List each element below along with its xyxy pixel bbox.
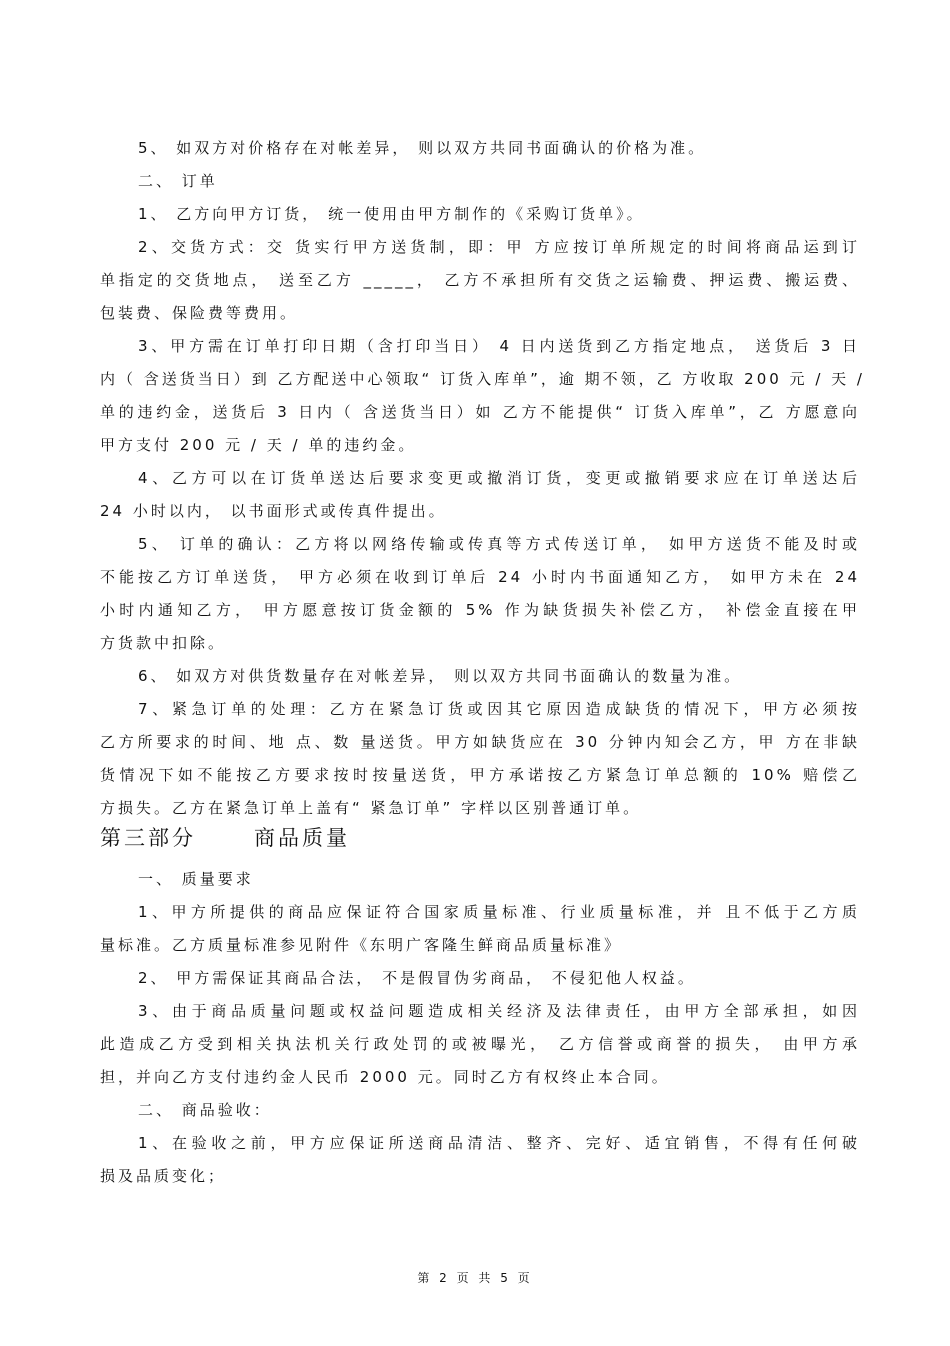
clause-delivery-line2: 单指定的交货地点， 送至乙方 _____， 乙方不承担所有交货之运输费、押运费、搬运费、 bbox=[100, 271, 860, 289]
clause-delivery-time-line2: 内（ 含送货当日）到 乙方配送中心领取“ 订货入库单”，逾 期不领，乙 方收取 200 元 / 天 / bbox=[100, 370, 865, 388]
clause-delivery-line1: 2、交货方式：交 货实行甲方送货制，即：甲 方应按订单所规定的时间将商品运到订 bbox=[138, 238, 860, 256]
page-number-footer: 第 2 页 共 5 页 bbox=[417, 1271, 533, 1285]
clause-legal-goods: 2、 甲方需保证其商品合法， 不是假冒伪劣商品， 不侵犯他人权益。 bbox=[138, 969, 696, 987]
clause-change-order-line1: 4、乙方可以在订货单送达后要求变更或撤消订货，变更或撤销要求应在订单送达后 bbox=[138, 469, 860, 487]
clause-order-confirm-line1: 5、 订单的确认：乙方将以网络传输或传真等方式传送订单， 如甲方送货不能及时或 bbox=[138, 535, 860, 553]
clause-change-order-line2: 24 小时以内， 以书面形式或传真件提出。 bbox=[100, 502, 447, 520]
clause-delivery-time-line4: 甲方支付 200 元 / 天 / 单的违约金。 bbox=[100, 436, 417, 454]
clause-liability-line1: 3、由于商品质量问题或权益问题造成相关经济及法律责任，由甲方全部承担，如因 bbox=[138, 1002, 860, 1020]
section-inspection-title: 二、 商品验收： bbox=[138, 1101, 272, 1119]
clause-delivery-time-line3: 单的违约金，送货后 3 日内（ 含送货当日）如 乙方不能提供“ 订货入库单”，乙 方愿意向 bbox=[100, 403, 860, 421]
clause-quality-standard-line2: 量标准。乙方质量标准参见附件《东明广客隆生鲜商品质量标准》 bbox=[100, 936, 623, 954]
clause-urgent-order-line3: 货情况下如不能按乙方要求按时按量送货，甲方承诺按乙方紧急订单总额的 10% 赔偿乙 bbox=[100, 766, 860, 784]
section-quality-requirements-title: 一、 质量要求 bbox=[138, 870, 254, 888]
clause-quantity-reconcile: 6、 如双方对供货数量存在对帐差异， 则以双方共同书面确认的数量为准。 bbox=[138, 667, 743, 685]
clause-urgent-order-line1: 7、紧急订单的处理：乙方在紧急订货或因其它原因造成缺货的情况下，甲方必须按 bbox=[138, 700, 860, 718]
clause-price-reconcile: 5、 如双方对价格存在对帐差异， 则以双方共同书面确认的价格为准。 bbox=[138, 139, 707, 157]
clause-pre-inspection-line2: 损及品质变化； bbox=[100, 1167, 227, 1185]
section-order-title: 二、 订单 bbox=[138, 172, 218, 190]
clause-order-form: 1、 乙方向甲方订货， 统一使用由甲方制作的《采购订货单》。 bbox=[138, 205, 645, 223]
clause-liability-line3: 担，并向乙方支付违约金人民币 2000 元。同时乙方有权终止本合同。 bbox=[100, 1068, 670, 1086]
clause-urgent-order-line2: 乙方所要求的时间、地 点、数 量送货。甲方如缺货应在 30 分钟内知会乙方，甲 方在非缺 bbox=[100, 733, 860, 751]
clause-order-confirm-line4: 方货款中扣除。 bbox=[100, 634, 227, 652]
clause-pre-inspection-line1: 1、在验收之前，甲方应保证所送商品清洁、整齐、完好、适宜销售，不得有任何破 bbox=[138, 1134, 860, 1152]
clause-delivery-line3: 包装费、保险费等费用。 bbox=[100, 304, 299, 322]
clause-liability-line2: 此造成乙方受到相关执法机关行政处罚的或被曝光， 乙方信誉或商誉的损失， 由甲方承 bbox=[100, 1035, 860, 1053]
part-three-heading: 第三部分 商品质量 bbox=[100, 826, 351, 850]
clause-delivery-time-line1: 3、甲方需在订单打印日期（含打印当日） 4 日内送货到乙方指定地点， 送货后 3 日 bbox=[138, 337, 860, 355]
clause-order-confirm-line3: 小时内通知乙方， 甲方愿意按订货金额的 5% 作为缺货损失补偿乙方， 补偿金直接在甲 bbox=[100, 601, 860, 619]
clause-order-confirm-line2: 不能按乙方订单送货， 甲方必须在收到订单后 24 小时内书面通知乙方， 如甲方未在 24 bbox=[100, 568, 860, 586]
clause-urgent-order-line4: 方损失。乙方在紧急订单上盖有“ 紧急订单” 字样以区别普通订单。 bbox=[100, 799, 642, 817]
clause-quality-standard-line1: 1、甲方所提供的商品应保证符合国家质量标准、行业质量标准，并 且不低于乙方质 bbox=[138, 903, 860, 921]
